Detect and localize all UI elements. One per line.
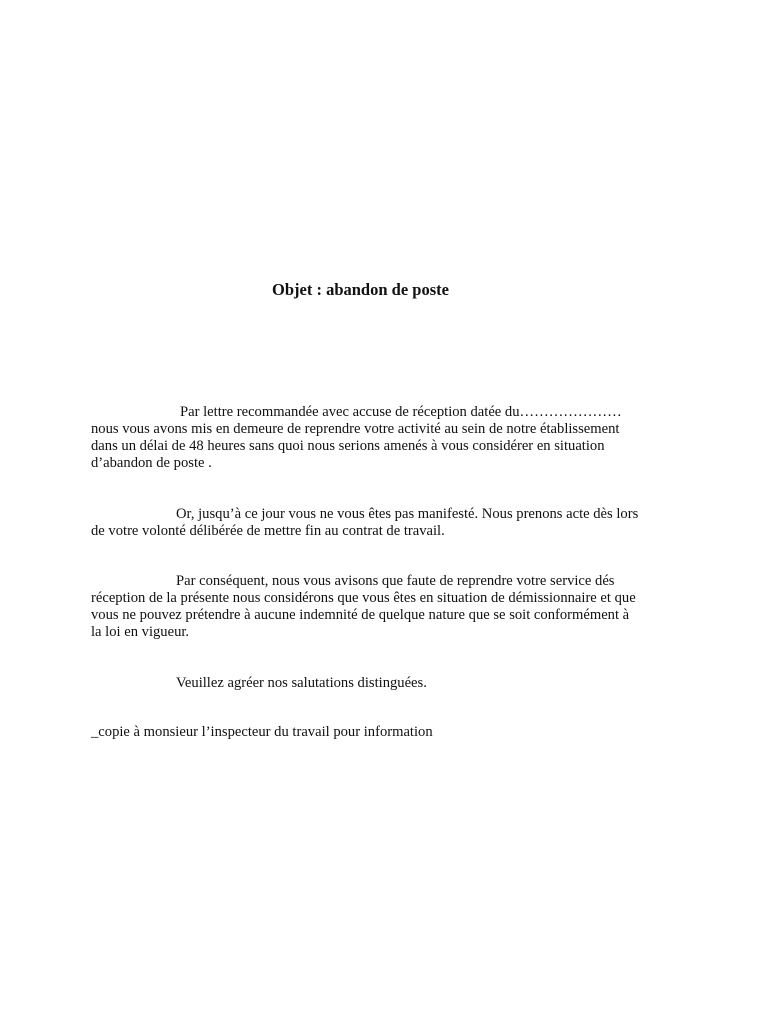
paragraph-line: dans un délai de 48 heures sans quoi nous serions amenés à vous considérer en situation xyxy=(91,438,605,454)
paragraph-line: Par lettre recommandée avec accuse de réception datée du………………… xyxy=(180,404,622,420)
paragraph-line: de votre volonté délibérée de mettre fin au contrat de travail. xyxy=(91,523,445,539)
paragraph-line: Par conséquent, nous vous avisons que faute de reprendre votre service dés xyxy=(176,573,615,589)
letter-subject: Objet : abandon de poste xyxy=(272,280,449,299)
paragraph-line: d’abandon de poste . xyxy=(91,455,212,471)
paragraph-line: vous ne pouvez prétendre à aucune indemnité de quelque nature que se soit conformément à xyxy=(91,607,630,623)
copy-note: _copie à monsieur l’inspecteur du travail pour information xyxy=(91,724,433,740)
closing-salutation: Veuillez agréer nos salutations distinguées. xyxy=(176,675,427,691)
paragraph-line: Or, jusqu’à ce jour vous ne vous êtes pas manifesté. Nous prenons acte dès lors xyxy=(176,506,639,522)
paragraph-line: nous vous avons mis en demeure de reprendre votre activité au sein de notre établissement xyxy=(91,421,620,437)
paragraph-line: réception de la présente nous considérons que vous êtes en situation de démissionnaire et que xyxy=(91,590,636,606)
paragraph-line: la loi en vigueur. xyxy=(91,624,190,640)
